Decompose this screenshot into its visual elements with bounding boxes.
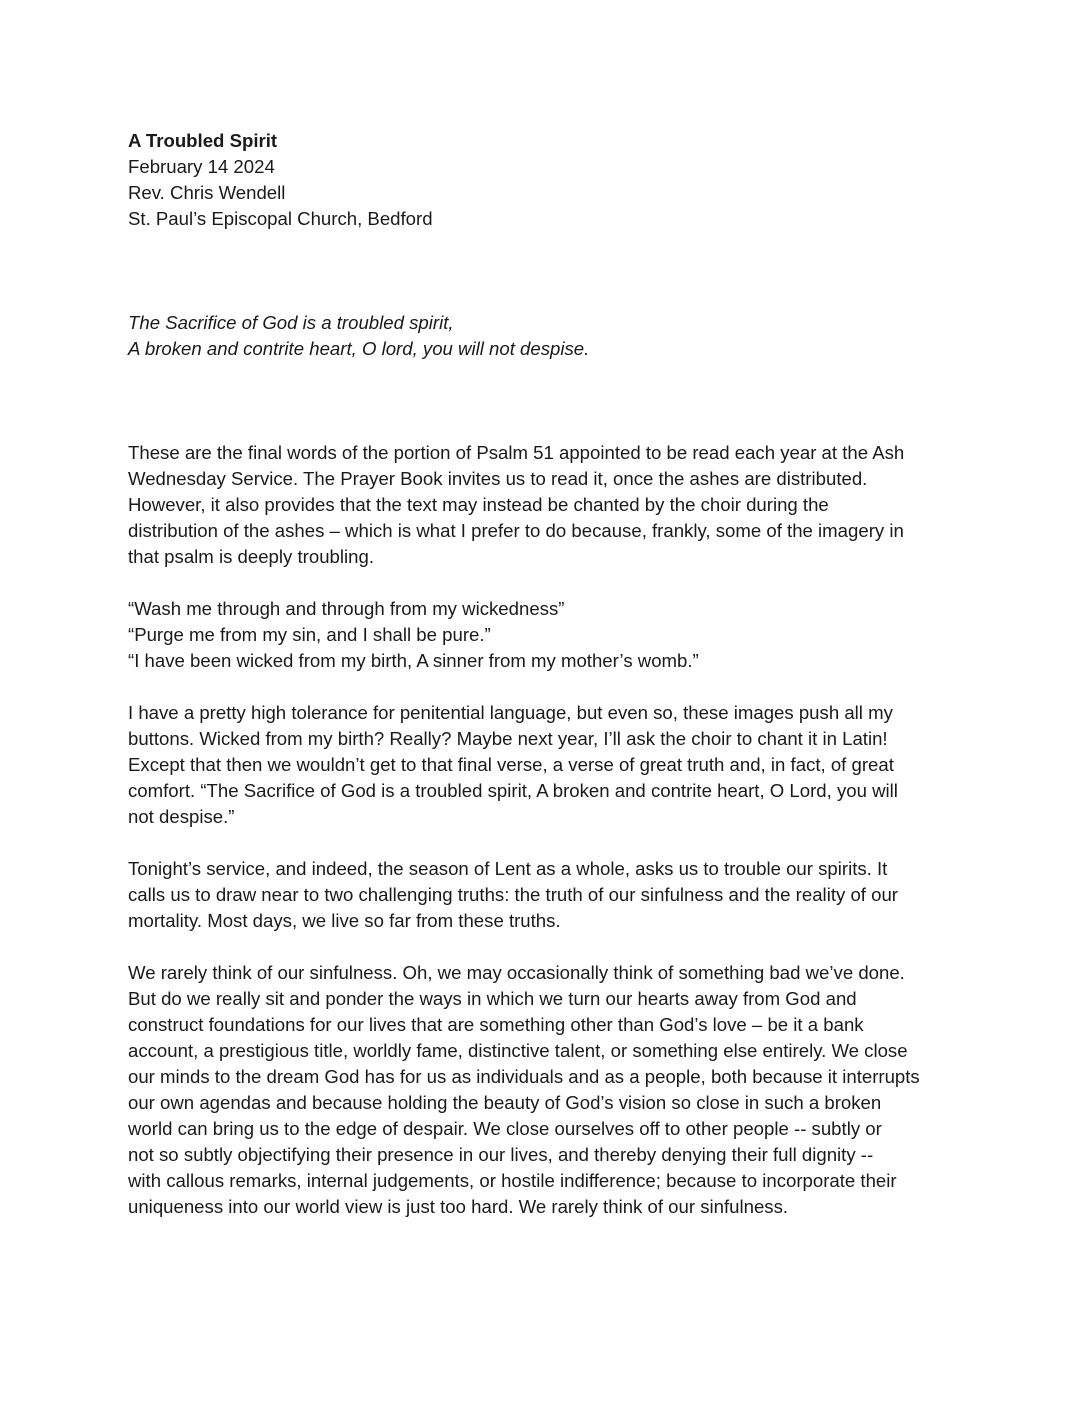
psalm-quotes <box>128 596 968 674</box>
text-line: mortality. Most days, we live so far from these truths. <box>128 910 561 931</box>
text-line: with callous remarks, internal judgements, or hostile indifference; because to incorporate their <box>128 1170 897 1191</box>
quote-line: “Wash me through and through from my wickedness” <box>128 598 565 619</box>
epigraph-line: A broken and contrite heart, O lord, you will not despise. <box>128 338 590 359</box>
text-line: I have a pretty high tolerance for penitential language, but even so, these images push all my <box>128 702 893 723</box>
text-line: uniqueness into our world view is just too hard. We rarely think of our sinfulness. <box>128 1196 789 1217</box>
text-line: Except that then we wouldn’t get to that final verse, a verse of great truth and, in fact, of great <box>128 754 894 775</box>
sermon-author: Rev. Chris Wendell <box>128 182 286 203</box>
text-line: our minds to the dream God has for us as individuals and as a people, both because it interrupts <box>128 1066 920 1087</box>
paragraph-3 <box>128 700 968 830</box>
text-line: comfort. “The Sacrifice of God is a troubled spirit, A broken and contrite heart, O Lord, you will <box>128 780 898 801</box>
text-line: distribution of the ashes – which is what I prefer to do because, frankly, some of the imagery in <box>128 520 904 541</box>
sermon-date: February 14 2024 <box>128 156 275 177</box>
text-line: These are the final words of the portion of Psalm 51 appointed to be read each year at the Ash <box>128 442 905 463</box>
paragraph-5 <box>128 960 968 1220</box>
text-line: account, a prestigious title, worldly fame, distinctive talent, or something else entirely. We close <box>128 1040 908 1061</box>
text-line: However, it also provides that the text may instead be chanted by the choir during the <box>128 494 829 515</box>
quote-line: “Purge me from my sin, and I shall be pure.” <box>128 624 491 645</box>
epigraph-line: The Sacrifice of God is a troubled spirit, <box>128 312 454 333</box>
text-line: our own agendas and because holding the beauty of God’s vision so close in such a broken <box>128 1092 882 1113</box>
text-line: not so subtly objectifying their presence in our lives, and thereby denying their full dignity -- <box>128 1144 874 1165</box>
sermon-title: A Troubled Spirit <box>128 130 278 151</box>
text-line: that psalm is deeply troubling. <box>128 546 374 567</box>
text-line: Wednesday Service. The Prayer Book invites us to read it, once the ashes are distributed. <box>128 468 868 489</box>
sermon-header <box>128 128 968 232</box>
church-name: St. Paul’s Episcopal Church, Bedford <box>128 208 433 229</box>
epigraph <box>128 310 968 362</box>
document-page <box>128 128 968 1220</box>
text-line: construct foundations for our lives that are something other than God’s love – be it a bank <box>128 1014 864 1035</box>
paragraph-1 <box>128 440 968 570</box>
text-line: But do we really sit and ponder the ways in which we turn our hearts away from God and <box>128 988 857 1009</box>
text-line: world can bring us to the edge of despair. We close ourselves off to other people -- subtly or <box>128 1118 882 1139</box>
text-line: buttons. Wicked from my birth? Really? Maybe next year, I’ll ask the choir to chant it in Latin! <box>128 728 888 749</box>
text-line: not despise.” <box>128 806 235 827</box>
paragraph-4 <box>128 856 968 934</box>
text-line: Tonight’s service, and indeed, the season of Lent as a whole, asks us to trouble our spirits. It <box>128 858 888 879</box>
text-line: calls us to draw near to two challenging truths: the truth of our sinfulness and the reality of our <box>128 884 898 905</box>
quote-line: “I have been wicked from my birth, A sinner from my mother’s womb.” <box>128 650 699 671</box>
text-line: We rarely think of our sinfulness. Oh, we may occasionally think of something bad we’ve done. <box>128 962 905 983</box>
